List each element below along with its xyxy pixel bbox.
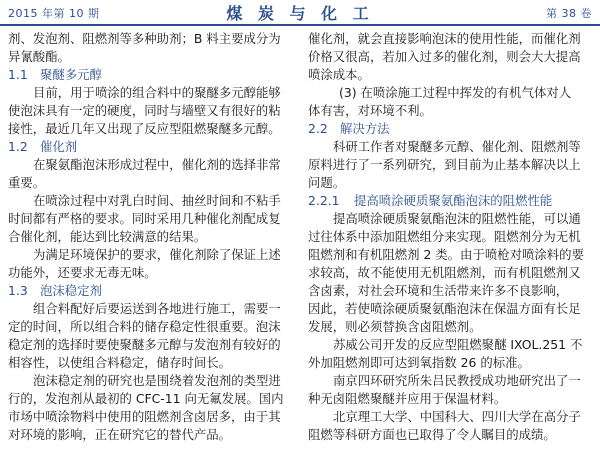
text-line: 组合料配好后要运送到各地进行施工，需要一 xyxy=(33,301,281,316)
text-line: 相容性，以使组合料稳定，储存时间长。 xyxy=(8,355,232,370)
text-line: 种无卤阻燃聚醚并应用于保温材料。 xyxy=(308,391,507,406)
text-line: 目前，用于喷涂的组合料中的聚醚多元醇能够 xyxy=(33,85,281,100)
heading-number: 2.2 xyxy=(308,121,328,136)
text-line: 提高喷涂硬质聚氨酯泡沫的阻燃性能，可以通 xyxy=(333,211,581,226)
journal-title: 煤 炭 与 化 工 xyxy=(226,4,374,23)
text-line: 使泡沫具有一定的硬度，同时与墙壁又有很好的粘 xyxy=(8,103,281,118)
text-line: 因此，若使喷涂硬质聚氨酯泡沫在保温方面有长足 xyxy=(308,301,581,316)
text-line: 原料进行了一系列研究，到目前为止基本解决以上 xyxy=(308,157,581,172)
text-line: 催化剂，就会直接影响泡沫的使用性能，而催化剂 xyxy=(308,31,581,46)
text-line: 南京四环研究所朱吕民教授成功地研究出了一 xyxy=(333,373,581,388)
page-header xyxy=(0,0,600,26)
text-line: 苏威公司开发的反应型阻燃聚醚 IXOL.251 不 xyxy=(333,337,583,352)
section-heading xyxy=(308,120,594,138)
text-line: 对环境的影响，正在研究它的替代产品。 xyxy=(8,427,232,442)
text-line: 定的时间，所以组合料的储存稳定性很重要。泡沫 xyxy=(8,319,281,334)
heading-title: 聚醚多元醇 xyxy=(40,67,102,82)
text-line: 异氰酸酯。 xyxy=(8,49,70,64)
heading-number: 2.2.1 xyxy=(308,193,340,208)
text-line: 行的，发泡剂从最初的 CFC-11 向无氟发展。国内 xyxy=(8,391,284,406)
text-line: 接性，最近几年又出现了反应型阻燃聚醚多元醇。 xyxy=(8,121,281,136)
text-line: 泡沫稳定剂的研究也是围绕着发泡剂的类型进 xyxy=(33,373,281,388)
text-line: (3) 在喷涂施工过程中挥发的有机气体对人 xyxy=(339,85,572,100)
text-line: 在喷涂过程中对乳白时间、抽丝时间和不粘手 xyxy=(33,193,281,208)
issue-label: 2015 年第 10 期 xyxy=(8,7,100,20)
text-line: 重要。 xyxy=(8,175,46,190)
heading-number: 1.2 xyxy=(8,139,28,154)
text-line: 剂、发泡剂、阻燃剂等多种助剂；B 料主要成分为 xyxy=(8,31,281,46)
volume-label: 第 38 卷 xyxy=(546,7,592,20)
text-line: 时间都有严格的要求。同时采用几种催化剂配成复 xyxy=(8,211,281,226)
text-line: 稳定剂的选择时要使聚醚多元醇与发泡剂有较好的 xyxy=(8,337,281,352)
text-line: 体有害，对环境不利。 xyxy=(308,103,432,118)
text-line: 外加阻燃剂即可达到氧指数 26 的标准。 xyxy=(308,355,530,370)
section-heading xyxy=(8,282,295,300)
text-line: 科研工作者对聚醚多元醇、催化剂、阻燃剂等 xyxy=(333,139,581,154)
text-line: 阻燃等科研方面也已取得了令人瞩目的成绩。 xyxy=(308,427,556,442)
text-line: 合催化剂，能达到比较满意的结果。 xyxy=(8,229,207,244)
text-line: 问题。 xyxy=(308,175,346,190)
text-line: 北京理工大学、中国科大、四川大学在高分子 xyxy=(333,409,581,424)
text-line: 求较高，故不能使用无机阻燃剂，而有机阻燃剂又 xyxy=(308,265,581,280)
text-line: 阻燃剂和有机阻燃剂 2 类。由于喷枪对喷涂料的要 xyxy=(308,247,584,262)
subsection-heading xyxy=(308,192,594,210)
text-line: 含卤素，对社会环境和生活带来许多不良影响， xyxy=(308,283,569,298)
section-heading xyxy=(8,138,295,156)
section-heading xyxy=(8,66,295,84)
heading-number: 1.1 xyxy=(8,67,28,82)
text-line: 喷涂成本。 xyxy=(308,67,370,82)
right-column xyxy=(308,30,594,444)
text-line: 过往体系中添加阻燃组分来实现。阻燃剂分为无机 xyxy=(308,229,581,244)
text-line: 市场中喷涂物料中使用的阻燃剂含卤居多，由于其 xyxy=(8,409,281,424)
text-line: 在聚氨酯泡沫形成过程中，催化剂的选择非常 xyxy=(33,157,281,172)
text-line: 为满足环境保护的要求，催化剂除了保证上述 xyxy=(33,247,281,262)
header-rule xyxy=(0,24,600,26)
heading-title: 泡沫稳定剂 xyxy=(40,283,102,298)
left-column xyxy=(8,30,295,444)
text-line: 价格又很高，若加入过多的催化剂，则会大大提高 xyxy=(308,49,581,64)
heading-title: 解决方法 xyxy=(340,121,390,136)
heading-title: 催化剂 xyxy=(40,139,78,154)
heading-title: 提高喷涂硬质聚氨酯泡沫的阻燃性能 xyxy=(354,193,553,208)
text-line: 功能外，还要求无毒无味。 xyxy=(8,265,157,280)
text-line: 发展，则必须替换含卤阻燃剂。 xyxy=(308,319,482,334)
heading-number: 1.3 xyxy=(8,283,28,298)
